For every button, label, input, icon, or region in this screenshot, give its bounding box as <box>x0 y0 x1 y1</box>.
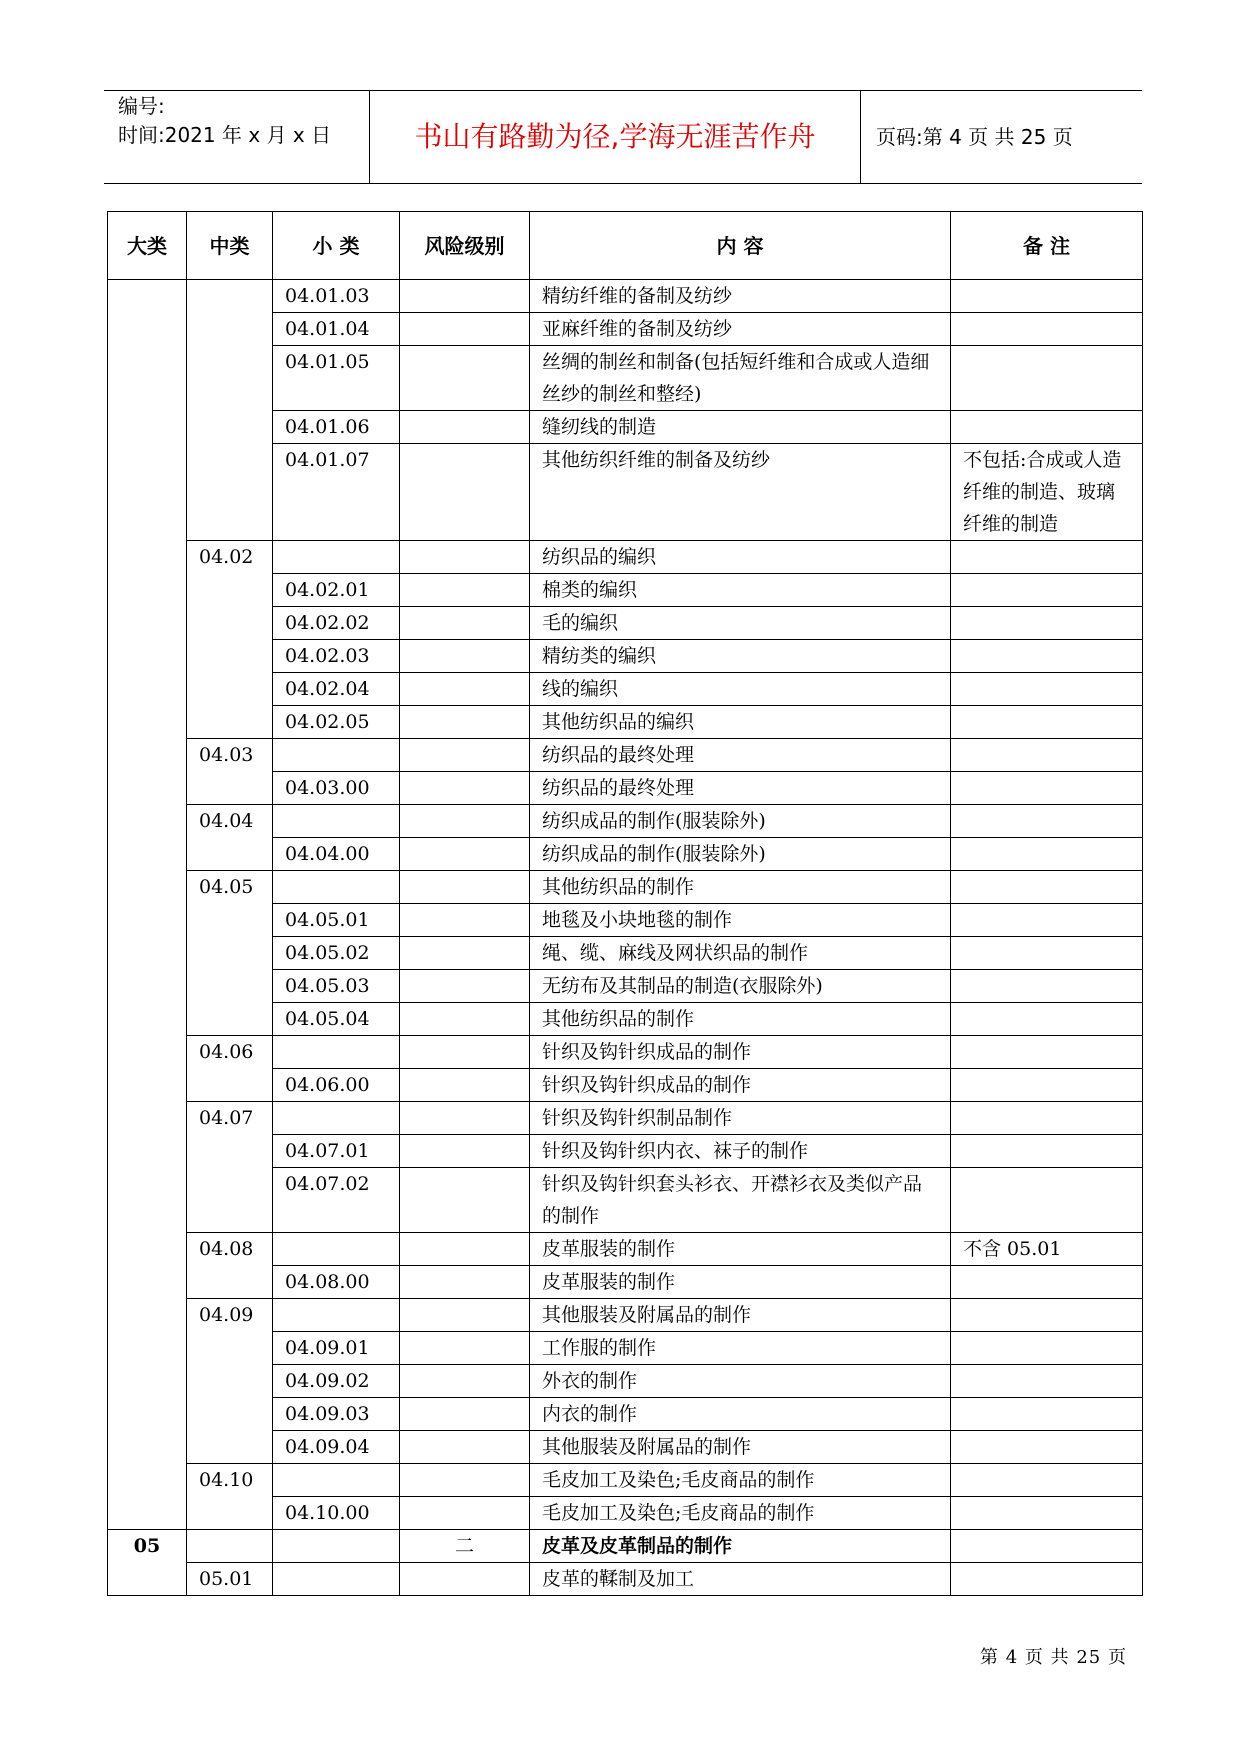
header-divider-right <box>860 90 861 183</box>
content-cell: 其他服装及附属品的制作 <box>530 1299 951 1332</box>
risk-cell <box>400 444 530 541</box>
minor-cell: 04.06.00 <box>273 1069 400 1102</box>
content-cell: 无纺布及其制品的制造(衣服除外) <box>530 970 951 1003</box>
minor-cell <box>273 1299 400 1332</box>
major-cell <box>108 444 187 541</box>
mid-cell <box>187 1332 273 1365</box>
table-row <box>108 1431 1143 1464</box>
document-time-label: 时间:2021 年 x 月 x 日 <box>118 123 332 147</box>
major-cell <box>108 541 187 574</box>
mid-cell <box>187 411 273 444</box>
major-cell <box>108 313 187 346</box>
minor-cell: 04.05.01 <box>273 904 400 937</box>
minor-cell: 04.09.04 <box>273 1431 400 1464</box>
major-cell <box>108 1497 187 1530</box>
risk-cell <box>400 280 530 313</box>
mid-cell: 04.06 <box>187 1036 273 1069</box>
risk-cell <box>400 706 530 739</box>
mid-cell: 04.09 <box>187 1299 273 1332</box>
content-cell: 皮革的鞣制及加工 <box>530 1563 951 1596</box>
table-row <box>108 1036 1143 1069</box>
note-cell <box>951 706 1143 739</box>
table-row <box>108 1332 1143 1365</box>
risk-cell <box>400 838 530 871</box>
table-row <box>108 1563 1143 1596</box>
major-cell <box>108 346 187 411</box>
table-row <box>108 640 1143 673</box>
major-cell <box>108 1563 187 1596</box>
page-footer: 第 4 页 共 25 页 <box>980 1647 1127 1668</box>
content-cell: 亚麻纤维的备制及纺纱 <box>530 313 951 346</box>
table-row <box>108 574 1143 607</box>
content-cell: 毛的编织 <box>530 607 951 640</box>
note-cell <box>951 1036 1143 1069</box>
note-cell <box>951 1497 1143 1530</box>
risk-cell <box>400 1398 530 1431</box>
minor-cell <box>273 871 400 904</box>
note-cell <box>951 673 1143 706</box>
classification-table <box>107 211 1143 1596</box>
minor-cell: 04.01.03 <box>273 280 400 313</box>
header-content: 内 容 <box>530 212 951 280</box>
mid-cell <box>187 280 273 313</box>
table-row <box>108 313 1143 346</box>
mid-cell <box>187 673 273 706</box>
note-cell <box>951 607 1143 640</box>
note-cell <box>951 970 1143 1003</box>
minor-cell: 04.09.02 <box>273 1365 400 1398</box>
table-row <box>108 1464 1143 1497</box>
major-cell <box>108 1102 187 1135</box>
risk-cell <box>400 541 530 574</box>
header-major-category: 大类 <box>108 212 187 280</box>
content-cell: 缝纫线的制造 <box>530 411 951 444</box>
risk-cell <box>400 772 530 805</box>
minor-cell <box>273 1102 400 1135</box>
content-cell: 绳、缆、麻线及网状织品的制作 <box>530 937 951 970</box>
major-cell <box>108 673 187 706</box>
content-cell: 皮革服装的制作 <box>530 1266 951 1299</box>
minor-cell: 04.01.07 <box>273 444 400 541</box>
mid-cell: 04.05 <box>187 871 273 904</box>
content-cell: 其他纺织品的编织 <box>530 706 951 739</box>
minor-cell <box>273 1530 400 1563</box>
note-cell <box>951 346 1143 411</box>
risk-cell <box>400 313 530 346</box>
table-row <box>108 1398 1143 1431</box>
mid-cell <box>187 838 273 871</box>
table-row <box>108 346 1143 411</box>
major-cell <box>108 772 187 805</box>
mid-cell: 04.10 <box>187 1464 273 1497</box>
note-cell <box>951 1003 1143 1036</box>
mid-cell <box>187 706 273 739</box>
minor-cell <box>273 541 400 574</box>
header-bottom-rule <box>104 183 1142 184</box>
minor-cell <box>273 1036 400 1069</box>
note-cell <box>951 1563 1143 1596</box>
content-cell: 毛皮加工及染色;毛皮商品的制作 <box>530 1497 951 1530</box>
risk-cell <box>400 1497 530 1530</box>
table-row <box>108 937 1143 970</box>
minor-cell: 04.10.00 <box>273 1497 400 1530</box>
risk-cell <box>400 1464 530 1497</box>
mid-cell <box>187 937 273 970</box>
note-cell <box>951 1299 1143 1332</box>
major-cell <box>108 871 187 904</box>
table-row <box>108 541 1143 574</box>
mid-cell: 04.03 <box>187 739 273 772</box>
risk-cell <box>400 1168 530 1233</box>
mid-cell <box>187 574 273 607</box>
risk-cell <box>400 1332 530 1365</box>
major-cell <box>108 970 187 1003</box>
minor-cell: 04.02.02 <box>273 607 400 640</box>
mid-cell <box>187 313 273 346</box>
header-risk-level: 风险级别 <box>400 212 530 280</box>
minor-cell: 04.05.02 <box>273 937 400 970</box>
major-cell <box>108 1365 187 1398</box>
risk-cell <box>400 1563 530 1596</box>
content-cell: 精纺纤维的备制及纺纱 <box>530 280 951 313</box>
minor-cell <box>273 1233 400 1266</box>
note-cell <box>951 1266 1143 1299</box>
major-cell <box>108 1398 187 1431</box>
major-cell <box>108 280 187 313</box>
table-row <box>108 1365 1143 1398</box>
minor-cell <box>273 739 400 772</box>
table-body <box>108 280 1143 1596</box>
risk-cell <box>400 1266 530 1299</box>
note-cell <box>951 574 1143 607</box>
note-cell <box>951 805 1143 838</box>
mid-cell <box>187 346 273 411</box>
header-page-label: 页码:第 4 页 共 25 页 <box>876 125 1073 149</box>
content-cell: 其他服装及附属品的制作 <box>530 1431 951 1464</box>
content-cell: 工作服的制作 <box>530 1332 951 1365</box>
content-cell: 内衣的制作 <box>530 1398 951 1431</box>
minor-cell: 04.02.04 <box>273 673 400 706</box>
major-cell <box>108 1135 187 1168</box>
table-row <box>108 970 1143 1003</box>
risk-cell <box>400 1233 530 1266</box>
risk-cell <box>400 346 530 411</box>
risk-cell <box>400 1003 530 1036</box>
minor-cell <box>273 805 400 838</box>
note-cell <box>951 1464 1143 1497</box>
major-cell <box>108 805 187 838</box>
table-row <box>108 1135 1143 1168</box>
table-row <box>108 673 1143 706</box>
content-cell: 纺织品的最终处理 <box>530 739 951 772</box>
note-cell <box>951 739 1143 772</box>
content-cell: 棉类的编织 <box>530 574 951 607</box>
mid-cell: 04.08 <box>187 1233 273 1266</box>
minor-cell: 04.09.01 <box>273 1332 400 1365</box>
document-number-label: 编号: <box>118 94 165 118</box>
minor-cell: 04.04.00 <box>273 838 400 871</box>
content-cell: 针织及钩针织成品的制作 <box>530 1069 951 1102</box>
major-cell <box>108 640 187 673</box>
minor-cell: 04.01.06 <box>273 411 400 444</box>
risk-cell <box>400 1069 530 1102</box>
note-cell <box>951 904 1143 937</box>
mid-cell <box>187 444 273 541</box>
content-cell: 外衣的制作 <box>530 1365 951 1398</box>
major-cell <box>108 1332 187 1365</box>
mid-cell: 05.01 <box>187 1563 273 1596</box>
risk-cell <box>400 1102 530 1135</box>
table-header-row <box>108 212 1143 280</box>
major-cell <box>108 1233 187 1266</box>
minor-cell: 04.09.03 <box>273 1398 400 1431</box>
risk-cell <box>400 673 530 706</box>
content-cell: 针织及钩针织套头衫衣、开襟衫衣及类似产品的制作 <box>530 1168 951 1233</box>
note-cell <box>951 1135 1143 1168</box>
risk-cell <box>400 739 530 772</box>
content-cell: 纺织成品的制作(服装除外) <box>530 805 951 838</box>
major-cell <box>108 1003 187 1036</box>
note-cell: 不包括:合成或人造纤维的制造、玻璃纤维的制造 <box>951 444 1143 541</box>
risk-cell <box>400 640 530 673</box>
risk-cell <box>400 1365 530 1398</box>
content-cell: 其他纺织纤维的制备及纺纱 <box>530 444 951 541</box>
table-row <box>108 1530 1143 1563</box>
major-cell: 05 <box>108 1530 187 1563</box>
note-cell <box>951 640 1143 673</box>
content-cell: 针织及钩针织内衣、袜子的制作 <box>530 1135 951 1168</box>
table-row <box>108 444 1143 541</box>
minor-cell <box>273 1563 400 1596</box>
major-cell <box>108 904 187 937</box>
content-cell: 线的编织 <box>530 673 951 706</box>
minor-cell: 04.03.00 <box>273 772 400 805</box>
content-cell: 毛皮加工及染色;毛皮商品的制作 <box>530 1464 951 1497</box>
mid-cell <box>187 1530 273 1563</box>
major-cell <box>108 574 187 607</box>
mid-cell <box>187 1069 273 1102</box>
mid-cell <box>187 772 273 805</box>
table-row <box>108 1003 1143 1036</box>
table-row <box>108 411 1143 444</box>
risk-cell <box>400 574 530 607</box>
mid-cell: 04.07 <box>187 1102 273 1135</box>
table-row <box>108 706 1143 739</box>
risk-cell <box>400 904 530 937</box>
table-row <box>108 1168 1143 1233</box>
minor-cell: 04.02.03 <box>273 640 400 673</box>
risk-cell <box>400 1299 530 1332</box>
note-cell <box>951 838 1143 871</box>
note-cell <box>951 1431 1143 1464</box>
major-cell <box>108 739 187 772</box>
major-cell <box>108 1168 187 1233</box>
note-cell <box>951 411 1143 444</box>
mid-cell <box>187 970 273 1003</box>
major-cell <box>108 1431 187 1464</box>
content-cell: 精纺类的编织 <box>530 640 951 673</box>
note-cell <box>951 1398 1143 1431</box>
header-mid-category: 中类 <box>187 212 273 280</box>
minor-cell: 04.01.05 <box>273 346 400 411</box>
risk-cell <box>400 1036 530 1069</box>
minor-cell <box>273 1464 400 1497</box>
table-row <box>108 772 1143 805</box>
table-row <box>108 1497 1143 1530</box>
content-cell: 纺织品的编织 <box>530 541 951 574</box>
risk-cell <box>400 937 530 970</box>
content-cell: 针织及钩针织成品的制作 <box>530 1036 951 1069</box>
mid-cell: 04.04 <box>187 805 273 838</box>
note-cell <box>951 1365 1143 1398</box>
minor-cell: 04.05.03 <box>273 970 400 1003</box>
minor-cell: 04.02.01 <box>273 574 400 607</box>
mid-cell <box>187 640 273 673</box>
mid-cell: 04.02 <box>187 541 273 574</box>
note-cell <box>951 1332 1143 1365</box>
content-cell: 纺织成品的制作(服装除外) <box>530 838 951 871</box>
major-cell <box>108 706 187 739</box>
mid-cell <box>187 1135 273 1168</box>
major-cell <box>108 1036 187 1069</box>
major-cell <box>108 1266 187 1299</box>
content-cell: 地毯及小块地毯的制作 <box>530 904 951 937</box>
major-cell <box>108 607 187 640</box>
table-row <box>108 607 1143 640</box>
table-row <box>108 739 1143 772</box>
mid-cell <box>187 1398 273 1431</box>
mid-cell <box>187 1003 273 1036</box>
note-cell <box>951 1069 1143 1102</box>
table-row <box>108 1299 1143 1332</box>
table-row <box>108 838 1143 871</box>
mid-cell <box>187 1431 273 1464</box>
risk-cell <box>400 805 530 838</box>
mid-cell <box>187 904 273 937</box>
major-cell <box>108 937 187 970</box>
minor-cell: 04.02.05 <box>273 706 400 739</box>
note-cell <box>951 772 1143 805</box>
content-cell: 纺织品的最终处理 <box>530 772 951 805</box>
table-row <box>108 805 1143 838</box>
risk-cell <box>400 1135 530 1168</box>
header-motto: 书山有路勤为径,学海无涯苦作舟 <box>414 120 816 153</box>
major-cell <box>108 838 187 871</box>
mid-cell <box>187 1497 273 1530</box>
header-note: 备 注 <box>951 212 1143 280</box>
risk-cell <box>400 1431 530 1464</box>
header-minor-category: 小 类 <box>273 212 400 280</box>
content-cell: 针织及钩针织制品制作 <box>530 1102 951 1135</box>
table-row <box>108 1069 1143 1102</box>
note-cell <box>951 937 1143 970</box>
minor-cell: 04.08.00 <box>273 1266 400 1299</box>
table-row <box>108 280 1143 313</box>
major-cell <box>108 1069 187 1102</box>
note-cell <box>951 313 1143 346</box>
note-cell <box>951 1168 1143 1233</box>
minor-cell: 04.01.04 <box>273 313 400 346</box>
note-cell <box>951 541 1143 574</box>
note-cell <box>951 1530 1143 1563</box>
table-row <box>108 1266 1143 1299</box>
major-cell <box>108 411 187 444</box>
major-cell <box>108 1464 187 1497</box>
content-cell: 其他纺织品的制作 <box>530 1003 951 1036</box>
risk-cell: 二 <box>400 1530 530 1563</box>
header-meta <box>118 92 331 150</box>
content-cell: 皮革服装的制作 <box>530 1233 951 1266</box>
mid-cell <box>187 607 273 640</box>
risk-cell <box>400 970 530 1003</box>
note-cell <box>951 1102 1143 1135</box>
mid-cell <box>187 1168 273 1233</box>
mid-cell <box>187 1266 273 1299</box>
risk-cell <box>400 871 530 904</box>
mid-cell <box>187 1365 273 1398</box>
content-cell: 其他纺织品的制作 <box>530 871 951 904</box>
risk-cell <box>400 411 530 444</box>
table-row <box>108 871 1143 904</box>
note-cell <box>951 280 1143 313</box>
minor-cell: 04.05.04 <box>273 1003 400 1036</box>
table-row <box>108 1102 1143 1135</box>
content-cell: 皮革及皮革制品的制作 <box>530 1530 951 1563</box>
note-cell <box>951 871 1143 904</box>
content-cell: 丝绸的制丝和制备(包括短纤维和合成或人造细丝纱的制丝和整经) <box>530 346 951 411</box>
table-row <box>108 904 1143 937</box>
minor-cell: 04.07.02 <box>273 1168 400 1233</box>
major-cell <box>108 1299 187 1332</box>
minor-cell: 04.07.01 <box>273 1135 400 1168</box>
note-cell: 不含 05.01 <box>951 1233 1143 1266</box>
table-row <box>108 1233 1143 1266</box>
header-top-rule <box>104 90 1142 91</box>
risk-cell <box>400 607 530 640</box>
